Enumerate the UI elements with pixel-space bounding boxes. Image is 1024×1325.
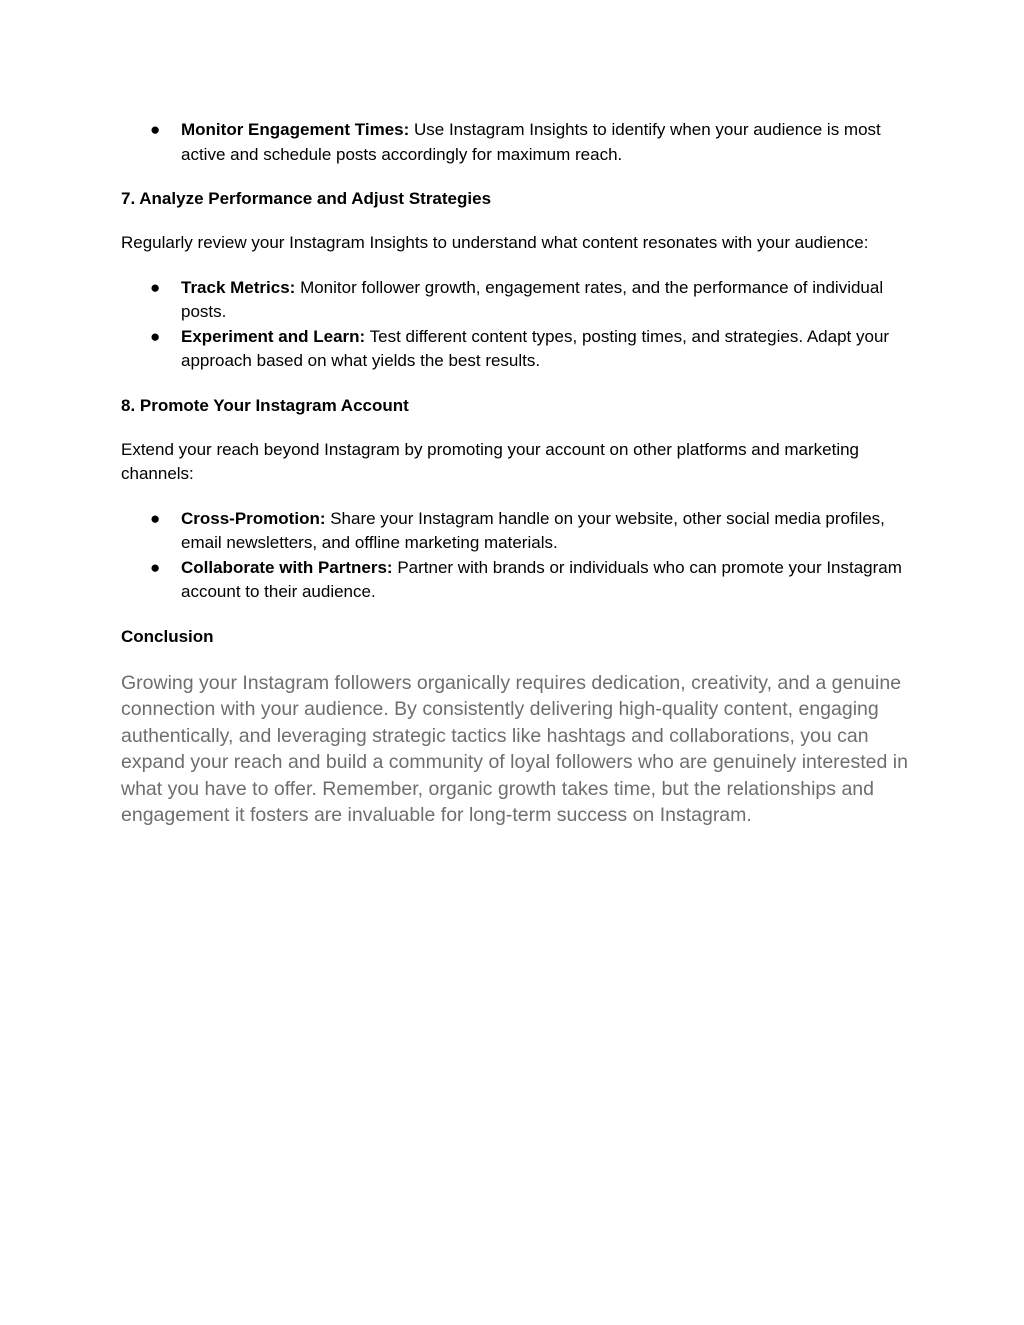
list-item [121,276,911,325]
bullet-text: Share your Instagram handle on your website, other social media profiles, email newsletters, and offline marketing materials. [181,508,885,552]
section-8-paragraph: Extend your reach beyond Instagram by promoting your account on other platforms and marketing channels: [121,439,860,483]
bullet-term: Monitor Engagement Times: [181,120,410,139]
conclusion-heading: Conclusion [121,626,214,646]
bullet-term: Cross-Promotion: [181,508,326,528]
document-page [121,118,911,829]
bullet-term: Track Metrics: [181,277,296,297]
section-7-paragraph: Regularly review your Instagram Insights to understand what content resonates with your audience: [121,233,869,252]
bullet-icon: ● [150,326,161,346]
bullet-text: Test different content types, posting times, and strategies. Adapt your approach based on what yields the best results. [181,326,890,370]
bullet-icon: ● [150,508,161,528]
bullet-icon: ● [150,277,161,297]
intro-bullet-list [121,118,911,167]
list-item [121,556,911,605]
bullet-icon: ● [150,120,161,139]
bullet-text: Monitor follower growth, engagement rates, and the performance of individual posts. [181,277,884,321]
bullet-text: Partner with brands or individuals who can promote your Instagram account to their audience. [181,557,902,601]
section-7-bullet-list [121,276,911,374]
section-8-bullet-list [121,507,911,605]
conclusion-paragraph: Growing your Instagram followers organically requires dedication, creativity, and a genuine connection with your audience. By consistently delivering high-quality content, engaging authentically, and leveraging strategic tactics like hashtags and collaborations, you can expand your reach and build a community of loyal followers who are genuinely interested in what you have to offer. Remember, organic growth takes time, but the relationships and engagement it fosters are invaluable for long-term success on Instagram. [121,671,908,826]
bullet-text: Use Instagram Insights to identify when your audience is most active and schedule posts accordingly for maximum reach. [181,120,881,164]
list-item [121,507,911,556]
list-item [121,325,911,374]
bullet-term: Collaborate with Partners: [181,557,393,577]
section-7-heading: 7. Analyze Performance and Adjust Strategies [121,189,492,208]
list-item [121,118,911,167]
bullet-icon: ● [150,557,161,577]
section-8-heading: 8. Promote Your Instagram Account [121,395,409,415]
bullet-term: Experiment and Learn: [181,326,366,346]
